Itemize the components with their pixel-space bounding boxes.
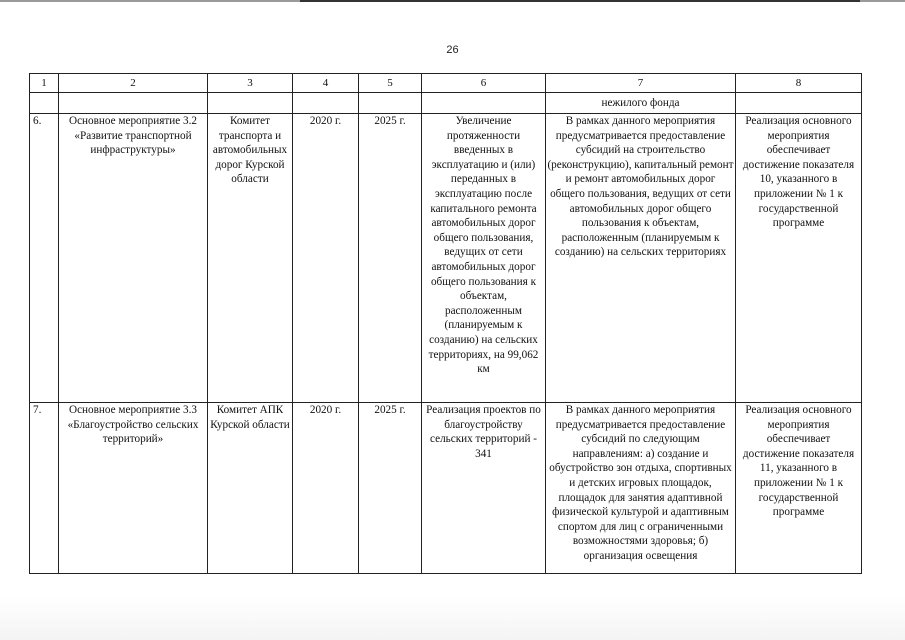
header-cell: 6 [422, 74, 546, 93]
empty-cell [736, 93, 862, 114]
empty-cell [59, 93, 208, 114]
page-number: 26 [446, 44, 459, 56]
empty-cell [293, 93, 359, 114]
table-row [30, 403, 862, 574]
header-cell: 5 [359, 74, 422, 93]
empty-cell [422, 93, 546, 114]
indicator-link: Реализация основного мероприятия обеспечивает достижение показателя 11, указанного в приложении № 1 к государственной программе [736, 403, 862, 574]
continuation-text: нежилого фонда [546, 93, 736, 114]
continuation-row [30, 93, 862, 114]
row-number: 6. [30, 114, 59, 403]
header-cell: 3 [208, 74, 293, 93]
end-year: 2025 г. [359, 114, 422, 403]
indicator-link: Реализация основного мероприятия обеспечивает достижение показателя 10, указанного в приложении № 1 к государственной программе [736, 114, 862, 403]
table-row [30, 114, 862, 403]
measure-name: Основное мероприятие 3.3 «Благоустройство сельских территорий» [59, 403, 208, 574]
scan-top-edge-dark [300, 0, 860, 2]
empty-cell [30, 93, 59, 114]
expected-result: Увеличение протяженности введенных в эксплуатацию и (или) переданных в эксплуатацию после капитального ремонта автомобильных дорог общего пользования, ведущих от сети автомобильных дорог общего пользования к объектам, расположенным (планируемым к созданию) на сельских территориях, на 99,062 км [422, 114, 546, 403]
empty-cell [359, 93, 422, 114]
measure-content: В рамках данного мероприятия предусматривается предоставление субсидий по следующим направлениям: а) создание и обустройство зон отдыха, спортивных и детских игровых площадок, площадок для занятия адаптивной физической культурой и адаптивным спортом для лиц с ограниченными возможностями здоровья; б) организация освещения [546, 403, 736, 574]
start-year: 2020 г. [293, 114, 359, 403]
expected-result: Реализация проектов по благоустройству сельских территорий - 341 [422, 403, 546, 574]
measures-table [29, 73, 862, 574]
header-cell: 8 [736, 74, 862, 93]
header-cell: 4 [293, 74, 359, 93]
header-cell: 1 [30, 74, 59, 93]
measure-name: Основное мероприятие 3.2 «Развитие транспортной инфраструктуры» [59, 114, 208, 403]
scan-bottom-shade [0, 596, 905, 640]
executor: Комитет АПК Курской области [208, 403, 293, 574]
header-cell: 7 [546, 74, 736, 93]
measure-content: В рамках данного мероприятия предусматривается предоставление субсидий на строительство (реконструкцию), капитальный ремонт и ремонт автомобильных дорог общего пользования, ведущих от сети автомобильных дорог общего пользования к объектам, расположенным (планируемым к созданию) на сельских территориях [546, 114, 736, 403]
executor: Комитет транспорта и автомобильных дорог Курской области [208, 114, 293, 403]
empty-cell [208, 93, 293, 114]
table-header-row [30, 74, 862, 93]
end-year: 2025 г. [359, 403, 422, 574]
header-cell: 2 [59, 74, 208, 93]
start-year: 2020 г. [293, 403, 359, 574]
row-number: 7. [30, 403, 59, 574]
